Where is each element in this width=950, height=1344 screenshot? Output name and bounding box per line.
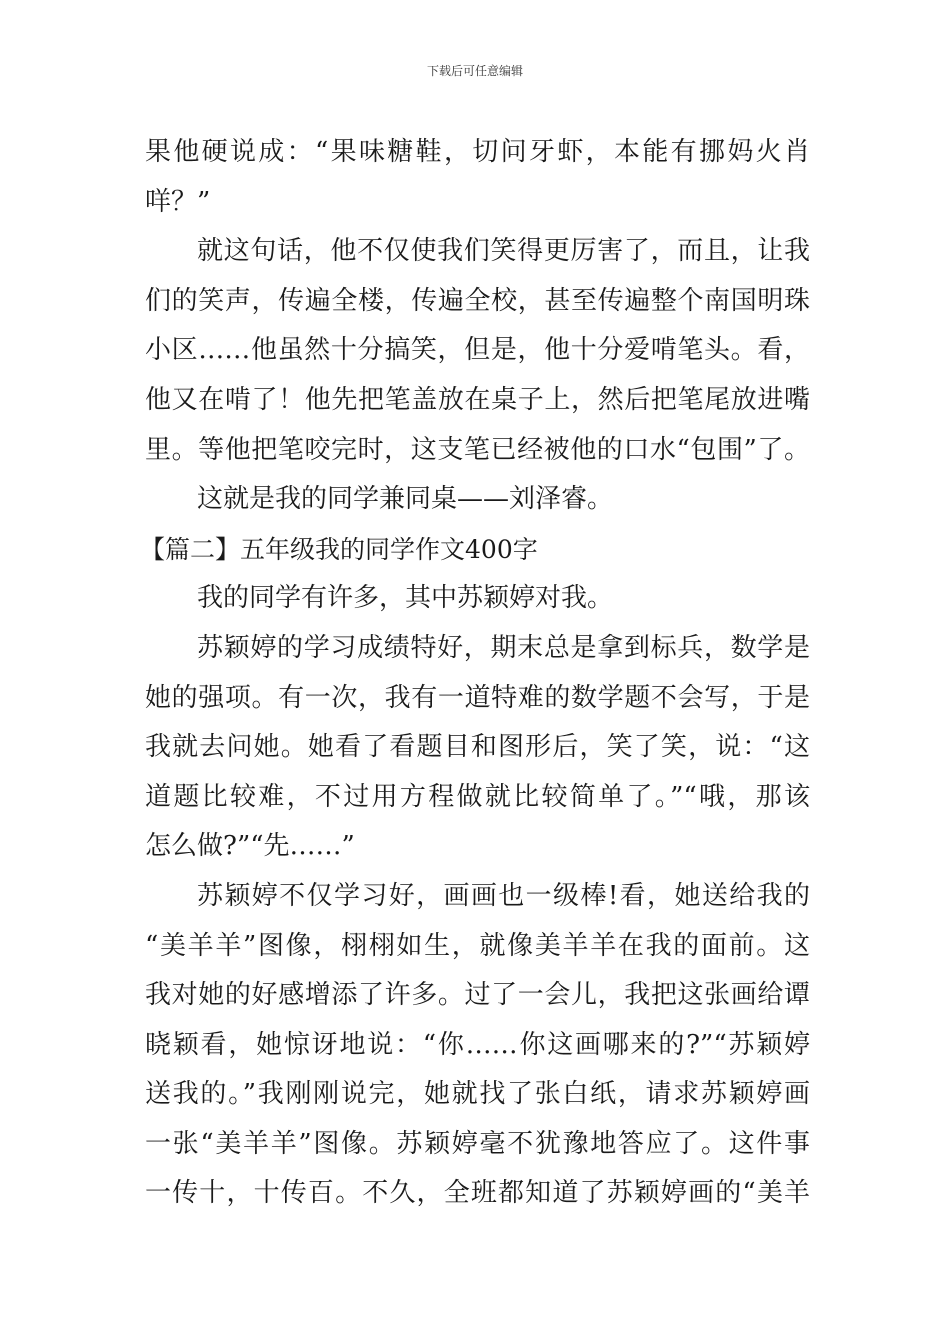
text-line: 她的强项。有一次，我有一道特难的数学题不会写，于是	[145, 682, 810, 713]
text-line: 送我的。”我刚刚说完，她就找了张白纸，请求苏颖婷画	[145, 1079, 810, 1110]
text-line: 这就是我的同学兼同桌——刘泽睿。	[197, 484, 614, 515]
page-header: 下载后可任意编辑	[426, 64, 523, 78]
text-line: 咩？”	[145, 186, 211, 217]
text-line: 他又在啃了！他先把笔盖放在桌子上，然后把笔尾放进嘴	[145, 384, 810, 415]
text-line: 就这句话，他不仅使我们笑得更厉害了，而且，让我	[197, 236, 810, 267]
text-line: 里。等他把笔咬完时，这支笔已经被他的口水“包围”了。	[145, 434, 810, 465]
text-line: 我的同学有许多，其中苏颖婷对我。	[197, 583, 614, 614]
document-body	[140, 128, 810, 1219]
text-line: “美羊羊”图像，栩栩如生，就像美羊羊在我的面前。这	[145, 930, 810, 961]
text-line: 我对她的好感增添了许多。过了一会儿，我把这张画给谭	[145, 980, 810, 1011]
text-line: 晓颖看，她惊讶地说：“你……你这画哪来的?”“苏颖婷	[145, 1029, 810, 1060]
text-line: 怎么做?”“先……”	[145, 831, 355, 862]
text-line: 果他硬说成：“果味糖鞋，切问牙虾，本能有挪妈火肖	[145, 137, 810, 167]
section-heading: 【篇二】五年级我的同学作文400字	[140, 534, 538, 564]
text-line: 苏颖婷不仅学习好，画画也一级棒!看，她送给我的	[197, 880, 810, 911]
text-line: 苏颖婷的学习成绩特好，期末总是拿到标兵，数学是	[197, 632, 810, 663]
text-line: 一传十，十传百。不久，全班都知道了苏颖婷画的“美羊	[145, 1178, 810, 1209]
text-line: 我就去问她。她看了看题目和图形后，笑了笑，说：“这	[145, 732, 810, 763]
text-line: 小区……他虽然十分搞笑，但是，他十分爱啃笔头。看，	[145, 335, 810, 366]
text-line: 道题比较难，不过用方程做就比较简单了。”“哦，那该	[145, 781, 810, 812]
text-line: 们的笑声，传遍全楼，传遍全校，甚至传遍整个南国明珠	[145, 285, 810, 316]
text-line: 一张“美羊羊”图像。苏颖婷毫不犹豫地答应了。这件事	[145, 1128, 810, 1159]
